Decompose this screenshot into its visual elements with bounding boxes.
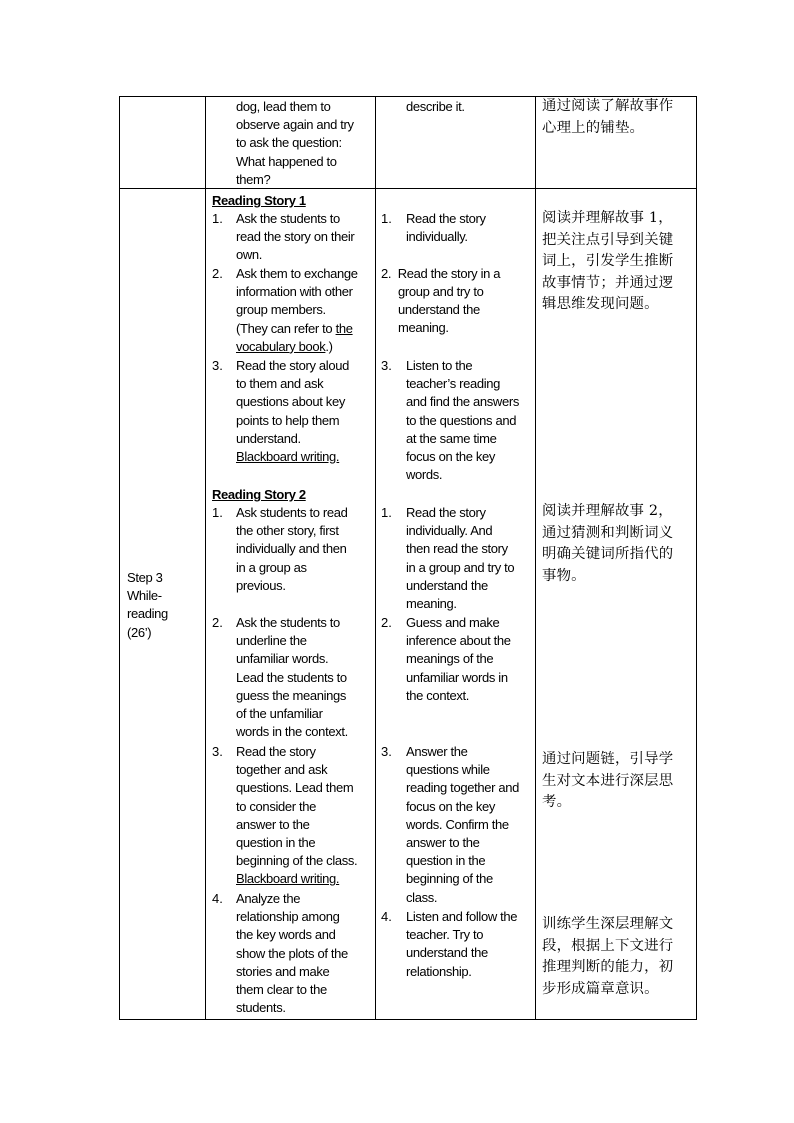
row1-purpose: 通过阅读了解故事作 心理上的铺垫。 [542,98,674,136]
story2-item4: Analyze the relationship among the key words and show the plots of the stories and make them clear to the students. [236,891,348,1016]
story2-student2-number: 2. [381,615,392,630]
table-col-divider-1 [205,96,206,1020]
story1-item3-number: 3. [212,358,223,373]
story2-item1-number: 1. [212,505,223,520]
table-col-divider-2 [375,96,376,1020]
story2-item3-number: 3. [212,744,223,759]
story1-heading: Reading Story 1 [212,193,306,208]
story1-student2-cont: group and try to understand the meaning. [398,284,484,336]
story2-item3: Read the story together and ask questions. Lead them to consider the answer to the question in the beginning of the class. Blackboard writing. [236,743,357,889]
story2-purpose-b: 通过问题链，引导学 生对文本进行深层思 考。 [542,751,674,810]
row1-teacher-activity: dog, lead them to observe again and try to ask the question: What happened to them? [236,99,354,187]
table-border-left [119,96,120,1020]
story2-student3-number: 3. [381,744,392,759]
table-col-divider-3 [535,96,536,1020]
blackboard-writing-note: Blackboard writing. [236,448,340,464]
story2-student2: Guess and make inference about the meanings of the unfamiliar words in the context. [406,615,511,703]
story1-item2-number: 2. [212,266,223,281]
row1-student-activity: describe it. [406,99,465,114]
story1-purpose: 阅读并理解故事 1， 把关注点引导到关键 词上，引发学生推断 故事情节；并通过逻 辑思维发现问题。 [542,210,674,312]
story1-item1-number: 1. [212,211,223,226]
story2-student1-number: 1. [381,505,392,520]
story1-student3: Listen to the teacher’s reading and find the answers to the questions and at the same time focus on the key words. [406,358,519,483]
story2-item2: Ask the students to underline the unfamiliar words. Lead the students to guess the meanings of the unfamiliar words in the context. [236,615,348,740]
story2-student4-number: 4. [381,909,392,924]
story2-student1: Read the story individually. And then read the story in a group and try to understand the meaning. [406,505,515,611]
story2-student4: Listen and follow the teacher. Try to understand the relationship. [406,909,518,979]
story2-heading: Reading Story 2 [212,487,306,502]
table-border-right [696,96,697,1020]
story2-item4-number: 4. [212,891,223,906]
story2-student3: Answer the questions while reading together and focus on the key words. Confirm the answer to the question in the beginning of the class. [406,744,519,905]
story2-item2-number: 2. [212,615,223,630]
step-label: Step 3 While- reading (26’) [127,570,168,640]
blackboard-writing-note: Blackboard writing. [236,871,340,887]
story2-item1: Ask students to read the other story, first individually and then in a group as previous. [236,505,348,593]
story1-item1: Ask the students to read the story on their own. [236,211,355,263]
story1-student1-number: 1. [381,211,392,226]
story1-item3: Read the story aloud to them and ask questions about key points to help them understand. Blackboard writing. [236,357,349,466]
story1-item2: Ask them to exchange information with other group members. (They can refer to the vocabulary book.) [236,266,358,354]
story2-purpose-c: 训练学生深层理解文 段，根据上下文进行 推理判断的能力，初 步形成篇章意识。 [542,916,674,997]
story2-purpose-a: 阅读并理解故事 2， 通过猜测和判断词义 明确关键词所指代的 事物。 [542,503,674,584]
story1-student1: Read the story individually. [406,211,486,245]
story1-student3-number: 3. [381,358,392,373]
story1-student2: 2. Read the story in a [381,266,501,281]
